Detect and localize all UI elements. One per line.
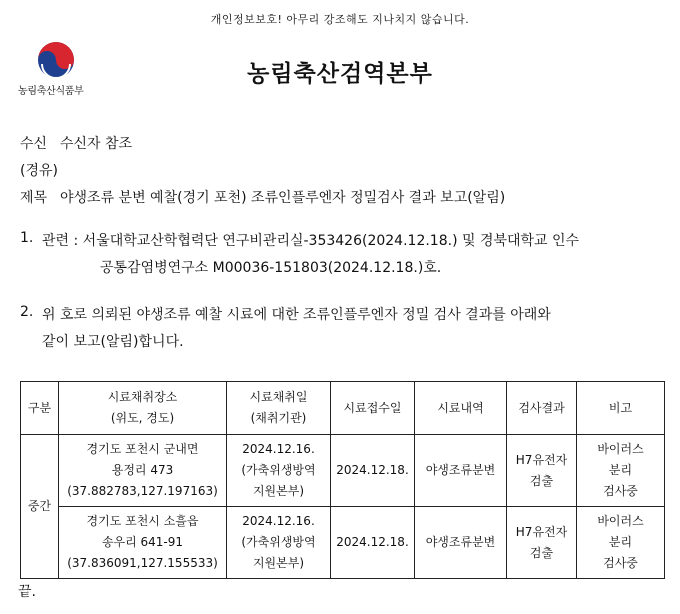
- header-received-date: 시료접수일: [331, 382, 415, 435]
- result-cell: H7유전자 검출: [507, 507, 577, 579]
- header-site: 시료채취장소 (위도, 경도): [59, 382, 227, 435]
- received-date-cell: 2024.12.18.: [331, 435, 415, 507]
- subject-label: 제목: [20, 190, 48, 206]
- received-date-cell: 2024.12.18.: [331, 507, 415, 579]
- recipient-value: 수신자 참조: [60, 136, 133, 152]
- end-mark: 끝.: [18, 584, 36, 600]
- header-category: 구분: [21, 382, 59, 435]
- header-collection-date: 시료채취일 (채취기관): [227, 382, 331, 435]
- recipient-line: [20, 133, 132, 153]
- organization-title: 농림축산검역본부: [247, 61, 433, 87]
- paragraph-line: 같이 보고(알림)합니다.: [42, 334, 184, 350]
- collection-date-cell: 2024.12.16. (가축위생방역 지원본부): [227, 507, 331, 579]
- result-cell: H7유전자 검출: [507, 435, 577, 507]
- via-line: (경유): [20, 163, 58, 179]
- results-table: [20, 381, 665, 579]
- header-result: 검사결과: [507, 382, 577, 435]
- logo-text: 농림축산식품부: [18, 86, 84, 97]
- group-cell: 중간: [21, 435, 59, 579]
- recipient-label: 수신: [20, 136, 48, 152]
- paragraph-line: 위 호로 의뢰된 야생조류 예찰 시료에 대한 조류인플루엔자 정밀 검사 결과를 아래와: [42, 307, 551, 323]
- table-row: [21, 435, 665, 507]
- table-header-row: [21, 382, 665, 435]
- paragraph-number: 2.: [20, 304, 34, 320]
- header-sample: 시료내역: [415, 382, 507, 435]
- note-cell: 바이러스 분리 검사중: [577, 435, 665, 507]
- collection-date-cell: 2024.12.16. (가축위생방역 지원본부): [227, 435, 331, 507]
- sample-cell: 야생조류분변: [415, 507, 507, 579]
- paragraph-number: 1.: [20, 230, 34, 246]
- paragraph-line: 관련 : 서울대학교산학협력단 연구비관리실-353426(2024.12.18.) 및 경북대학교 인수: [42, 233, 580, 249]
- note-cell: 바이러스 분리 검사중: [577, 507, 665, 579]
- privacy-notice: 개인정보보호! 아무리 강조해도 지나치지 않습니다.: [210, 13, 470, 26]
- header-note: 비고: [577, 382, 665, 435]
- subject-line: [20, 187, 505, 207]
- table-row: [21, 507, 665, 579]
- site-cell: 경기도 포천시 군내면 용정리 473 (37.882783,127.197163): [59, 435, 227, 507]
- site-cell: 경기도 포천시 소흘읍 송우리 641-91 (37.836091,127.155533): [59, 507, 227, 579]
- paragraph-line: 공통감염병연구소 M00036-151803(2024.12.18.)호.: [100, 260, 442, 276]
- sample-cell: 야생조류분변: [415, 435, 507, 507]
- subject-value: 야생조류 분변 예찰(경기 포천) 조류인플루엔자 정밀검사 결과 보고(알림): [60, 190, 506, 206]
